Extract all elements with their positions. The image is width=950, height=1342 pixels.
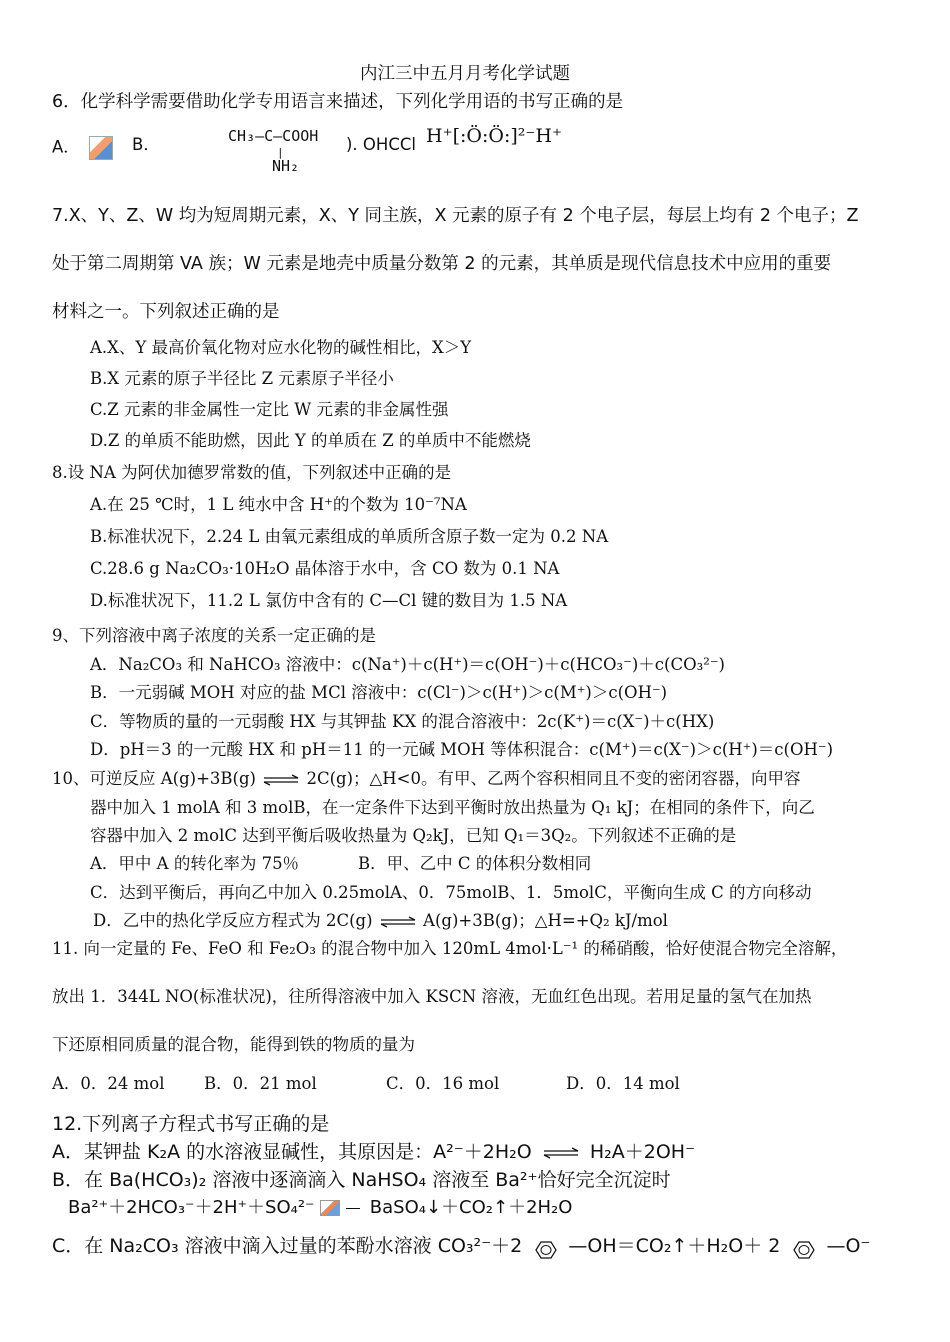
q7-option-a: A.X、Y 最高价氧化物对应水化物的碱性相比，X＞Y: [90, 338, 472, 357]
q7-line2: 处于第二周期第 VA 族；W 元素是地壳中质量分数第 2 的元素，其单质是现代信息技术中应用的重要: [52, 254, 832, 274]
equilibrium-arrow-icon: [378, 916, 418, 928]
q6-stem: 6．化学科学需要借助化学专用语言来描述，下列化学用语的书写正确的是: [52, 92, 624, 112]
q10-line1-a: 10、可逆反应 A(g)+3B(g): [52, 769, 256, 788]
q8-option-b: B.标准状况下，2.24 L 由氧元素组成的单质所含原子数一定为 0.2 NA: [90, 527, 609, 546]
q12-option-a: [52, 1142, 695, 1164]
q6-tail: ). OHCCl: [346, 135, 416, 154]
q7-line1: 7.X、Y、Z、W 均为短周期元素，X、Y 同主族，X 元素的原子有 2 个电子层，每层上均有 2 个电子；Z: [52, 206, 859, 226]
equilibrium-arrow-icon: [261, 774, 301, 786]
q10-option-d: [93, 912, 668, 931]
q12-option-c: [52, 1236, 870, 1262]
q9-option-d: D．pH＝3 的一元酸 HX 和 pH＝11 的一元碱 MOH 等体积混合：c(M⁺)＝c(X⁻)＞c(H⁺)＝c(OH⁻): [90, 740, 834, 759]
q10-line1-b: 2C(g)；△H<0。有甲、乙两个容积相同且不变的密闭容器，向甲容: [306, 769, 801, 788]
q10-line1: [52, 770, 800, 789]
q8-stem: 8.设 NA 为阿伏加德罗常数的值，下列叙述中正确的是: [52, 463, 452, 482]
q12-c-c: —O⁻: [826, 1235, 871, 1257]
q10-line3: 容器中加入 2 molC 达到平衡后吸收热量为 Q₂kJ，已知 Q₁＝3Q₂。下列叙述不正确的是: [90, 826, 737, 845]
q9-stem: 9、下列溶液中离子浓度的关系一定正确的是: [52, 626, 376, 645]
q7-option-d: D.Z 的单质不能助燃，因此 Y 的单质在 Z 的单质中不能燃烧: [90, 431, 531, 450]
formula-main: CH₃—C—COOH: [228, 127, 319, 145]
q11-option-c: C．0．16 mol: [386, 1074, 500, 1093]
reaction-line: [346, 1208, 360, 1209]
formula-bond: |: [277, 146, 284, 159]
formula-sub: NH₂: [272, 157, 300, 175]
q12-b2-b: BaSO₄↓＋CO₂↑＋2H₂O: [369, 1197, 573, 1218]
q11-option-b: B．0．21 mol: [204, 1074, 317, 1093]
q12-c-a: C．在 Na₂CO₃ 溶液中滴入过量的苯酚水溶液 CO₃²⁻＋2: [52, 1235, 523, 1257]
q10-d-b: A(g)+3B(g)；△H=+Q₂ kJ/mol: [423, 911, 668, 930]
broken-image-icon: [320, 1200, 340, 1216]
q8-option-a: A.在 25 ℃时，1 L 纯水中含 H⁺的个数为 10⁻⁷NA: [90, 495, 467, 514]
electron-formula: H⁺[:Ö:Ö:]²⁻H⁺: [426, 125, 563, 147]
q7-option-b: B.X 元素的原子半径比 Z 元素原子半径小: [90, 369, 394, 388]
q9-option-b: B．一元弱碱 MOH 对应的盐 MCl 溶液中：c(Cl⁻)＞c(H⁺)＞c(M⁺)＞c(OH⁻): [90, 683, 668, 702]
benzene-ring-icon: [528, 1238, 562, 1262]
q6-b-label: B．: [132, 135, 160, 154]
q6-a-label: A．: [52, 137, 80, 157]
page-title: 内江三中五月月考化学试题: [360, 64, 570, 84]
q10-line2: 器中加入 1 molA 和 3 molB，在一定条件下达到平衡时放出热量为 Q₁ kJ；在相同的条件下，向乙: [90, 798, 815, 817]
q8-option-d: D.标准状况下，11.2 L 氯仿中含有的 C—Cl 键的数目为 1.5 NA: [90, 591, 568, 610]
q11-line1: 11. 向一定量的 Fe、FeO 和 Fe₂O₃ 的混合物中加入 120mL 4mol·L⁻¹ 的稀硝酸，恰好使混合物完全溶解，: [52, 939, 848, 958]
q10-option-b: B．甲、乙中 C 的体积分数相同: [358, 854, 592, 873]
q7-option-c: C.Z 元素的非金属性一定比 W 元素的非金属性强: [90, 400, 449, 419]
q12-stem: 12.下列离子方程式书写正确的是: [52, 1113, 330, 1135]
q7-line3: 材料之一。下列叙述正确的是: [52, 302, 280, 322]
q9-option-c: C．等物质的量的一元弱酸 HX 与其钾盐 KX 的混合溶液中：2c(K⁺)＝c(X⁻)＋c(HX): [90, 712, 715, 731]
q10-option-c: C．达到平衡后，再向乙中加入 0.25molA、0．75molB、1．5molC，平衡向生成 C 的方向移动: [90, 883, 812, 902]
q12-a-b: H₂A＋2OH⁻: [589, 1141, 696, 1163]
q12-option-b-line2: [68, 1198, 572, 1219]
q11-option-a: A．0．24 mol: [52, 1074, 165, 1093]
q11-line3: 下还原相同质量的混合物，能得到铁的物质的量为: [52, 1035, 415, 1054]
q11-option-d: D．0．14 mol: [566, 1074, 680, 1093]
broken-image-icon: [89, 136, 113, 160]
q12-b2-a: Ba²⁺＋2HCO₃⁻＋2H⁺＋SO₄²⁻: [68, 1197, 315, 1218]
q11-line2: 放出 1．344L NO(标准状况)，往所得溶液中加入 KSCN 溶液，无血红色出现。若用足量的氢气在加热: [52, 987, 812, 1006]
q10-option-a: A．甲中 A 的转化率为 75％: [90, 854, 300, 873]
q12-a-a: A．某钾盐 K₂A 的水溶液显碱性，其原因是：A²⁻＋2H₂O: [52, 1141, 532, 1163]
benzene-ring-icon: [786, 1238, 820, 1262]
q12-option-b-line1: B．在 Ba(HCO₃)₂ 溶液中逐滴滴入 NaHSO₄ 溶液至 Ba²⁺恰好完全沉淀时: [52, 1169, 671, 1191]
q10-d-a: D．乙中的热化学反应方程式为 2C(g): [93, 911, 373, 930]
q6-option-a: [52, 136, 113, 160]
q12-c-b: —OH＝CO₂↑＋H₂O＋ 2: [568, 1235, 781, 1257]
equilibrium-arrow-icon: [538, 1147, 584, 1159]
q6-structural-formula: [228, 128, 318, 145]
q8-option-c: C.28.6 g Na₂CO₃·10H₂O 晶体溶于水中，含 CO 数为 0.1 NA: [90, 559, 560, 578]
q9-option-a: A．Na₂CO₃ 和 NaHCO₃ 溶液中：c(Na⁺)＋c(H⁺)＝c(OH⁻)＋c(HCO₃⁻)＋c(CO₃²⁻): [90, 655, 725, 674]
